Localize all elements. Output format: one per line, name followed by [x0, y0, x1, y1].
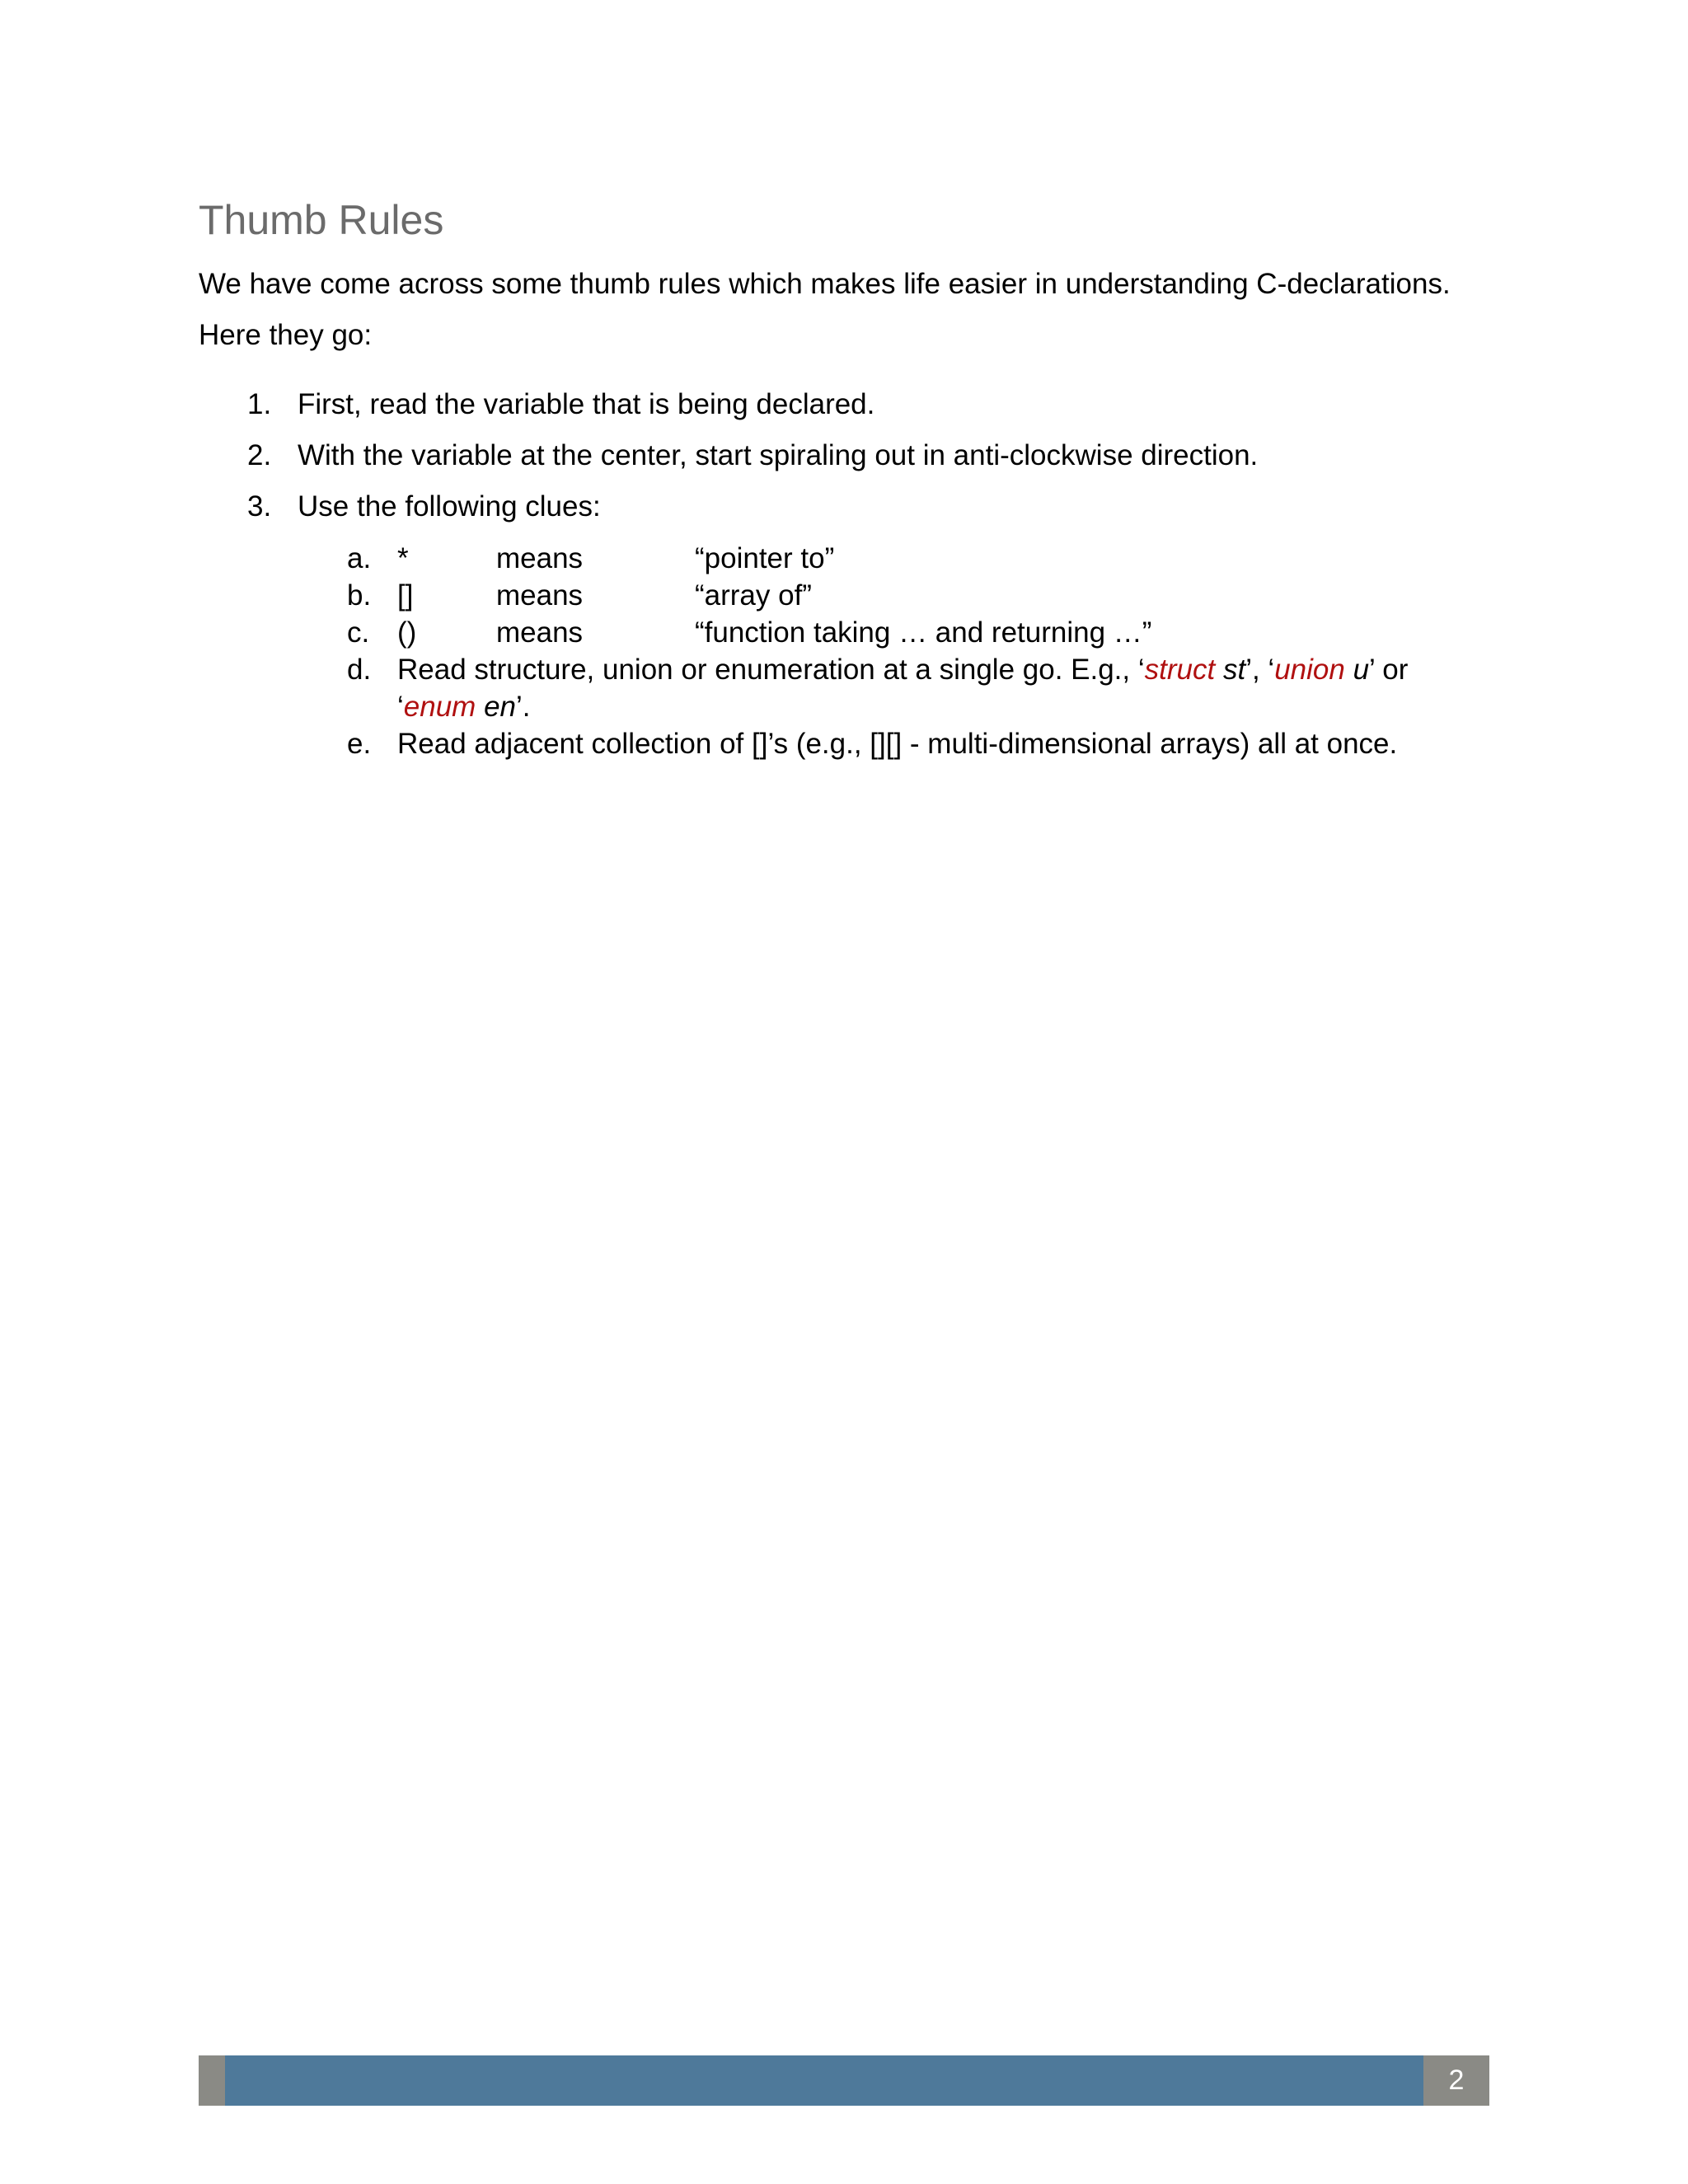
- clue-means: means: [496, 579, 584, 612]
- clue-symbol: (): [397, 616, 417, 649]
- clue-text-lead: Read structure, union or enumeration at a single go. E.g., ‘: [397, 654, 1145, 686]
- step-number: 3.: [247, 490, 272, 523]
- separator: ’, ‘: [1245, 654, 1275, 686]
- step-text: Use the following clues:: [298, 490, 601, 523]
- intro-paragraph: We have come across some thumb rules which makes life easier in understanding C-declarations.: [199, 268, 1451, 300]
- intro-lead-in: Here they go:: [199, 319, 373, 351]
- footer-bar: [225, 2055, 1423, 2106]
- numbered-step-2: [247, 439, 1258, 472]
- step-text: First, read the variable that is being declared.: [298, 388, 875, 420]
- clue-symbol: []: [397, 579, 414, 612]
- clue-marker: b.: [347, 579, 372, 612]
- var-name: st: [1222, 654, 1246, 686]
- clue-text: Read adjacent collection of []’s (e.g., [][] - multi-dimensional arrays) all at once.: [397, 728, 1398, 760]
- footer-accent-block: [199, 2055, 225, 2106]
- keyword-struct: struct: [1144, 654, 1216, 686]
- step-number: 2.: [247, 439, 272, 471]
- clue-text: [397, 691, 531, 724]
- separator: ’ or: [1369, 654, 1409, 686]
- clue-marker: c.: [347, 616, 370, 649]
- clue-marker: e.: [347, 728, 372, 760]
- keyword-union: union: [1274, 654, 1345, 686]
- step-number: 1.: [247, 388, 272, 420]
- clue-marker: d.: [347, 654, 372, 686]
- clue-meaning: “function taking … and returning …”: [695, 616, 1152, 649]
- var-name: u: [1353, 654, 1370, 686]
- close-quote: ’.: [516, 691, 531, 723]
- clue-marker: a.: [347, 542, 372, 574]
- var-name: en: [484, 691, 517, 723]
- keyword-enum: enum: [403, 691, 476, 723]
- clue-symbol: *: [397, 542, 409, 574]
- clue-text: [397, 654, 1408, 687]
- page-number: 2: [1423, 2055, 1489, 2106]
- clue-means: means: [496, 616, 584, 649]
- numbered-step-3: [247, 490, 601, 523]
- page-heading: Thumb Rules: [199, 197, 444, 243]
- clue-meaning: “pointer to”: [695, 542, 835, 574]
- clue-meaning: “array of”: [695, 579, 812, 612]
- open-quote: ‘: [397, 691, 404, 723]
- step-text: With the variable at the center, start spiraling out in anti-clockwise direction.: [298, 439, 1259, 471]
- clue-means: means: [496, 542, 584, 574]
- numbered-step-1: [247, 388, 874, 421]
